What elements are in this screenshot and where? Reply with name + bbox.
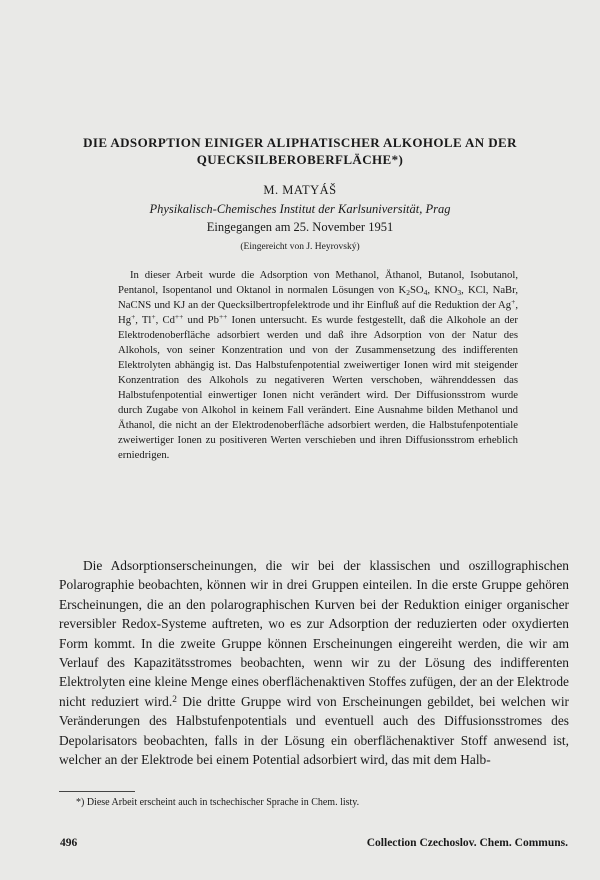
subscript: 4 <box>423 288 428 297</box>
received-date: Eingegangen am 25. November 1951 <box>206 220 394 234</box>
page-number: 496 <box>60 837 78 849</box>
journal-name: Collection Czechoslov. Chem. Communs. <box>366 837 568 849</box>
abstract-text: , Hg <box>118 299 518 326</box>
author-name: M. MATYÁŠ <box>263 183 337 197</box>
author-affiliation: Physikalisch-Chemisches Institut der Karlsuniversität, Prag <box>149 202 451 216</box>
abstract-text: , KNO <box>427 284 458 296</box>
superscript: ++ <box>218 312 228 321</box>
subscript: 2 <box>406 288 410 297</box>
abstract <box>118 268 518 463</box>
superscript: ++ <box>174 312 184 321</box>
abstract-text: SO <box>409 284 424 296</box>
abstract-text: Ionen untersucht. Es wurde festgestellt, daß die Alkohole an der Elektrodenoberfläche adsorbiert werden und daß ihre Adsorption von der Natur des Alkohols, von seiner Konzentration und von der Zusammensetzung des indifferenten Elektrolyten abhängig ist. Das Halbstufenpotential zweiwertiger Ionen wird mit steigender Konzentration des Alkohols zu negativeren Werten verschoben, währenddessen das Halbstufenpotential einwertiger Ionen nicht verändert wird. Der Diffusionsstrom wurde durch Zugabe von Alkohol in keinem Fall verändert. Eine Ausnahme bilden Methanol und Äthanol, die nicht an der Elektrodenoberfläche adsorbiert werden, die Halbstufenpotentiale zweiwertiger Ionen zu positiveren Werten verschieben und ihren Diffusionsstrom erheblich erniedrigen. <box>118 314 518 461</box>
abstract-text: In dieser Arbeit wurde die Adsorption von Methanol, Äthanol, Butanol, Isobutanol, Pentanol, Isopentanol und Oktanol in normalen Lösungen von K <box>118 269 518 296</box>
footnote-rule <box>59 791 135 792</box>
superscript: + <box>131 312 136 321</box>
body-paragraph <box>59 556 569 769</box>
body-text: Die Adsorptionserscheinungen, die wir bei der klassischen und oszillographischen Polarographie beobachten, können wir in drei Gruppen einteilen. In die erste Gruppe gehören Erscheinungen, die an den polarographischen Kurven bei der Reduktion einiger organischer reversibler Redox-Systeme auftreten, wo es zur Adsorption der reduzierten oder oxydierten Form kommt. In die zweite Gruppe können Erscheinungen eingereiht werden, die wir am Verlauf des Kapazitätsstromes beobachten, wenn wir zu der Lösung des indifferenten Elektrolyten eine kleine Menge eines oberflächenaktiven Stoffes zufügen, der an der Elektrode nicht reduziert wird. <box>59 558 569 709</box>
abstract-text: , Tl <box>135 314 152 326</box>
body-text: Die dritte Gruppe wird von Erscheinungen gebildet, bei welchen wir Veränderungen des Halbstufenpotentials und eventuell auch des Diffusionsstromes des Depolarisators beobachten, falls in der Lösung ein oberflächenaktiver Stoff anwesend ist, welcher an der Elektrode bei einem Potential adsorbiert wird, das mit dem Halb- <box>59 693 569 768</box>
article-title: DIE ADSORPTION EINIGER ALIPHATISCHER ALKOHOLE AN DER QUECKSILBEROBERFLÄCHE*) <box>83 135 517 167</box>
superscript: + <box>151 312 156 321</box>
abstract-text: , KCl, NaBr, NaCNS und KJ an der Quecksilbertropfelektrode und ihr Einfluß auf die Reduktion der Ag <box>118 284 518 311</box>
footnote: *) Diese Arbeit erscheint auch in tschechischer Sprache in Chem. listy. <box>76 797 360 808</box>
abstract-text: und Pb <box>183 314 219 326</box>
superscript: + <box>511 297 516 306</box>
reference-marker: 2 <box>172 694 177 705</box>
submitted-by: (Eingereicht von J. Heyrovský) <box>240 242 360 252</box>
subscript: 3 <box>457 288 462 297</box>
abstract-text: , Cd <box>155 314 175 326</box>
